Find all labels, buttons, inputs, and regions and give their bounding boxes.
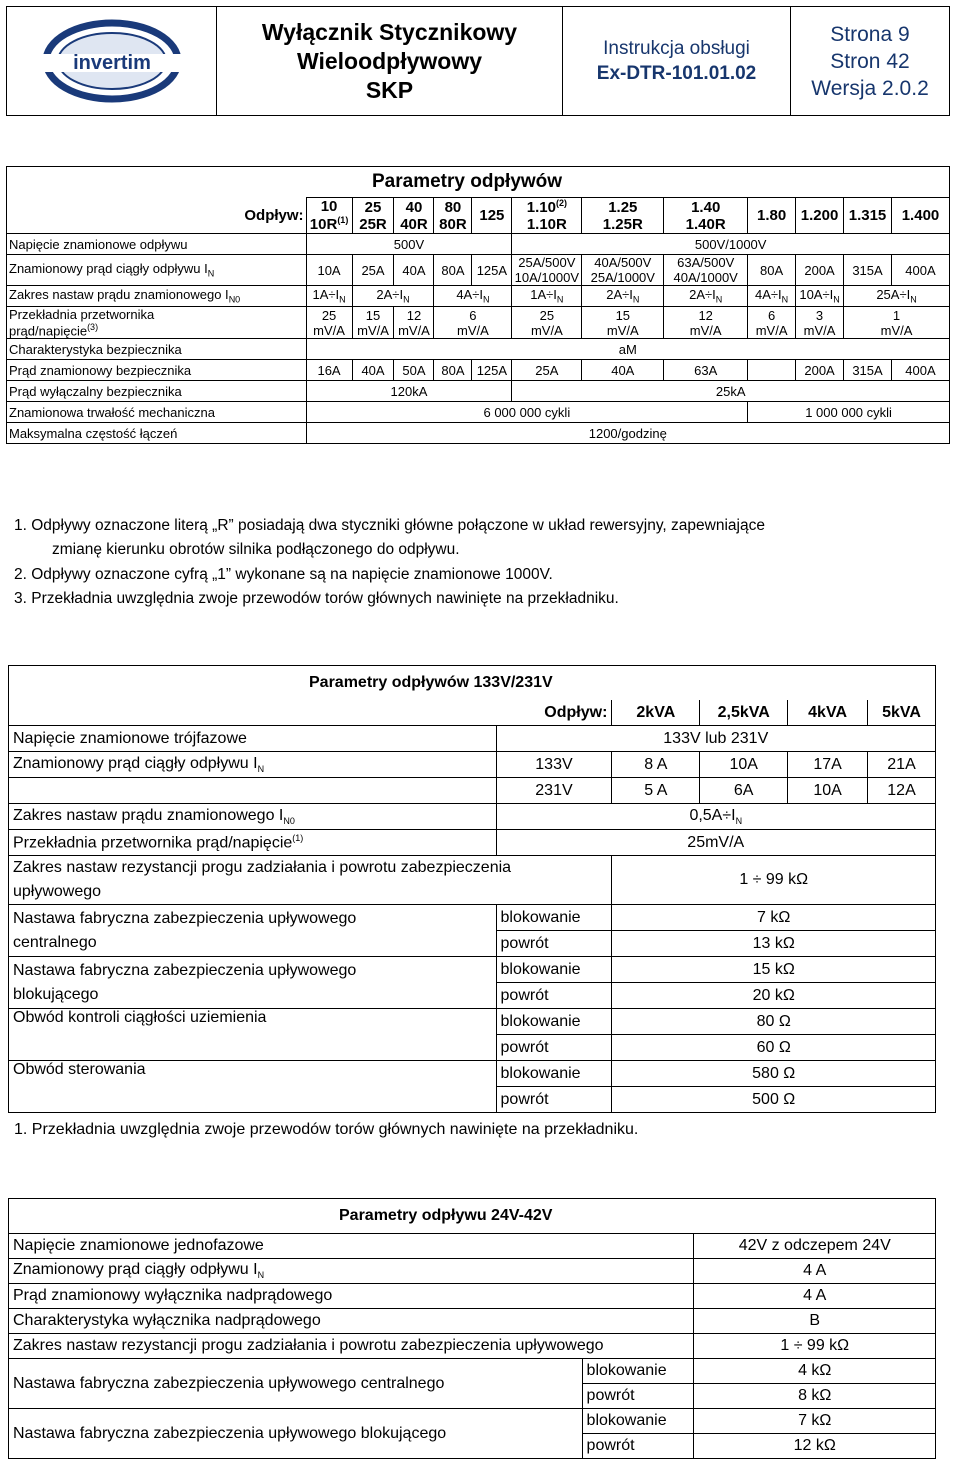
note-table2: 1. Przekładnia uwzględnia zwoje przewodów torów głównych nawinięte na przekładniku. <box>14 1121 639 1138</box>
row-label: Prąd znamionowy wyłącznika nadprądowego <box>9 1284 694 1309</box>
cell: aM <box>306 339 949 360</box>
cell: 10A <box>306 255 352 286</box>
row-current <box>7 255 950 286</box>
col-head: 2,5kVA <box>700 700 788 726</box>
page-count: Stron 42 <box>830 49 910 73</box>
cell: 25 mV/A <box>512 307 582 339</box>
cell: 15 mV/A <box>352 307 394 339</box>
row-label: Zakres nastaw prądu znamionowego $I_{N0}$ <box>9 804 497 830</box>
doc-title-line3: SKP <box>365 76 414 103</box>
cell: 12 mV/A <box>664 307 748 339</box>
cell: 200A <box>796 255 844 286</box>
cell: 400A <box>891 360 949 381</box>
cell: 5 A <box>612 778 700 804</box>
cell: blokowanie <box>496 1009 612 1035</box>
cell: 12 kΩ <box>694 1434 936 1459</box>
outlet-params-table <box>6 166 950 444</box>
doc-title-line2: Wieloodpływowy <box>296 47 483 74</box>
title-cell <box>217 7 563 115</box>
cell: 6 mV/A <box>434 307 512 339</box>
col-head: 80 80R <box>434 198 472 234</box>
cell: 4 kΩ <box>694 1359 936 1384</box>
cell: $25A\div I_N$ <box>844 286 950 307</box>
page-header <box>6 6 950 116</box>
cell: 580 Ω <box>612 1061 936 1087</box>
cell: $2A\div I_N$ <box>664 286 748 307</box>
row-label: Charakterystyka wyłącznika nadprądowego <box>9 1309 694 1334</box>
col-head: 40 40R <box>394 198 434 234</box>
row-label: Zakres nastaw rezystancji progu zadziałania i powrotu zabezpieczenia upływowego <box>9 1334 694 1359</box>
logo-cell <box>7 7 217 115</box>
col-head: 1.10$^{(2)}$ 1.10R <box>512 198 582 234</box>
cell: 1200/godzinę <box>306 423 949 444</box>
row-voltage <box>7 234 950 255</box>
row-label: Napięcie znamionowe jednofazowe <box>9 1234 694 1259</box>
cell: 1 ÷ 99 kΩ <box>694 1334 936 1359</box>
cell: 7 kΩ <box>694 1409 936 1434</box>
col-head: 1.200 <box>796 198 844 234</box>
row-label: Obwód sterowania <box>9 1061 497 1113</box>
cell <box>9 778 497 804</box>
row-label: Zakres nastaw rezystancji progu zadziałania i powrotu zabezpieczenia upływowego <box>9 856 612 905</box>
cell: $10A\div I_N$ <box>796 286 844 307</box>
cell: $1A\div I_N$ <box>512 286 582 307</box>
cell: 6 000 000 cykli <box>306 402 748 423</box>
table3-title: Parametry odpływu 24V-42V <box>9 1199 936 1234</box>
row-label: Znamionowy prąd ciągły odpływu $I_N$ <box>9 752 497 778</box>
col-head: 1.25 1.25R <box>582 198 664 234</box>
cell: 25A <box>352 255 394 286</box>
cell: 1 000 000 cykli <box>748 402 950 423</box>
col-head: 25 25R <box>352 198 394 234</box>
cell: 133V <box>496 752 612 778</box>
col-head: 1.400 <box>891 198 949 234</box>
table1-title: Parametry odpływów <box>7 167 950 198</box>
col-head: 5kVA <box>868 700 936 726</box>
cell: blokowanie <box>496 905 612 931</box>
cell: 40A/500V 25A/1000V <box>582 255 664 286</box>
cell: 20 kΩ <box>612 983 936 1009</box>
cell: 21A <box>868 752 936 778</box>
cell: 15 kΩ <box>612 957 936 983</box>
row-breaking <box>7 381 950 402</box>
col-head: 1.80 <box>748 198 796 234</box>
cell: 10A <box>788 778 868 804</box>
cell: 7 kΩ <box>612 905 936 931</box>
cell: 4 A <box>694 1284 936 1309</box>
cell: powrót <box>582 1384 694 1409</box>
cell: 63A/500V 40A/1000V <box>664 255 748 286</box>
cell: powrót <box>496 931 612 957</box>
cell: 12A <box>868 778 936 804</box>
row-ratio <box>7 307 950 339</box>
cell <box>748 360 796 381</box>
cell: 80 Ω <box>612 1009 936 1035</box>
cell: 6 mV/A <box>748 307 796 339</box>
cell: 42V z odczepem 24V <box>694 1234 936 1259</box>
cell: 80A <box>434 255 472 286</box>
note-2: 2. Odpływy oznaczone cyfrą „1” wykonane są na napięcie znamionowe 1000V. <box>14 566 553 583</box>
cell: 15 mV/A <box>582 307 664 339</box>
cell: 12 mV/A <box>394 307 434 339</box>
cell: 125A <box>472 360 512 381</box>
odplyw-label: Odpływ: <box>9 700 612 726</box>
cell: powrót <box>496 1035 612 1061</box>
cell: 8 A <box>612 752 700 778</box>
cell: 1 ÷ 99 kΩ <box>612 856 936 905</box>
cell: 500 Ω <box>612 1087 936 1113</box>
cell: powrót <box>496 983 612 1009</box>
col-head: 1.40 1.40R <box>664 198 748 234</box>
cell: 1 mV/A <box>844 307 950 339</box>
row-label: Znamionowy prąd ciągły odpływu $I_N$ <box>7 255 307 286</box>
cell: 10A <box>700 752 788 778</box>
cell: 25 mV/A <box>306 307 352 339</box>
row-fuse <box>7 360 950 381</box>
row-label: Napięcie znamionowe trójfazowe <box>9 726 497 752</box>
row-label: Zakres nastaw prądu znamionowego $I_{N0}$ <box>7 286 307 307</box>
version: Wersja 2.0.2 <box>811 76 929 100</box>
cell: B <box>694 1309 936 1334</box>
cell: powrót <box>496 1087 612 1113</box>
page-number: Strona 9 <box>830 22 910 46</box>
cell: blokowanie <box>496 957 612 983</box>
row-range <box>7 286 950 307</box>
note-3: 3. Przekładnia uwzględnia zwoje przewodów torów głównych nawinięte na przekładniku. <box>14 590 619 607</box>
cell: 80A <box>434 360 472 381</box>
cell: 17A <box>788 752 868 778</box>
cell: 13 kΩ <box>612 931 936 957</box>
doc-code: Ex-DTR-101.01.02 <box>596 63 757 84</box>
cell: 80A <box>748 255 796 286</box>
instr-label: Instrukcja obsługi <box>603 38 750 59</box>
row-label: Nastawa fabryczna zabezpieczenia upływowego blokującego <box>9 1409 583 1459</box>
cell: 231V <box>496 778 612 804</box>
cell: $2A\div I_N$ <box>352 286 434 307</box>
row-label: Maksymalna częstość łączeń <box>7 423 307 444</box>
row-label: Nastawa fabryczna zabezpieczenia upływowego centralnego <box>9 905 497 957</box>
row-mechanical <box>7 402 950 423</box>
cell: 3 mV/A <box>796 307 844 339</box>
cell: $4A\div I_N$ <box>434 286 512 307</box>
cell: 133V lub 231V <box>496 726 935 752</box>
instruction-cell <box>563 7 791 115</box>
col-head: 4kVA <box>788 700 868 726</box>
row-label: Przekładnia przetwornika prąd/napięcie$^{(3)}$ <box>7 307 307 339</box>
cell: 400A <box>891 255 949 286</box>
cell: blokowanie <box>582 1359 694 1384</box>
row-label: Charakterystyka bezpiecznika <box>7 339 307 360</box>
cell: 25A/500V 10A/1000V <box>512 255 582 286</box>
note-1: 1. Odpływy oznaczone literą „R” posiadają dwa styczniki główne połączone w układ rewersyjny, zapewniające <box>14 517 765 534</box>
cell: 16A <box>306 360 352 381</box>
cell: 50A <box>394 360 434 381</box>
row-label: Prąd znamionowy bezpiecznika <box>7 360 307 381</box>
cell: 8 kΩ <box>694 1384 936 1409</box>
row-label: Przekładnia przetwornika prąd/napięcie$^{(1)}$ <box>9 830 497 856</box>
row-characteristic <box>7 339 950 360</box>
row-frequency <box>7 423 950 444</box>
cell: 6A <box>700 778 788 804</box>
note-1-cont: zmianę kierunku obrotów silnika podłączonego do odpływu. <box>52 541 460 558</box>
params-133-231-table <box>8 665 936 1113</box>
cell: 63A <box>664 360 748 381</box>
cell: 315A <box>844 360 892 381</box>
cell: $1A\div I_N$ <box>306 286 352 307</box>
cell: 4 A <box>694 1259 936 1284</box>
col-head: 2kVA <box>612 700 700 726</box>
cell: $0,5A\div I_N$ <box>496 804 935 830</box>
row-label: Obwód kontroli ciągłości uziemienia <box>9 1009 497 1061</box>
cell: blokowanie <box>496 1061 612 1087</box>
page-info-cell <box>791 7 949 115</box>
cell: 500V <box>306 234 512 255</box>
col-head: 125 <box>472 198 512 234</box>
col-head: 10 $10R^{(1)}$ <box>306 198 352 234</box>
cell: 120kA <box>306 381 512 402</box>
table2-title: Parametry odpływów 133V/231V <box>9 666 936 701</box>
cell: $4A\div I_N$ <box>748 286 796 307</box>
cell: 40A <box>352 360 394 381</box>
cell: blokowanie <box>582 1409 694 1434</box>
params-24-42-table <box>8 1198 936 1459</box>
cell: 40A <box>394 255 434 286</box>
cell: powrót <box>582 1434 694 1459</box>
cell: 25A <box>512 360 582 381</box>
cell: 25mV/A <box>496 830 935 856</box>
logo-text: invertim <box>72 52 151 74</box>
cell: 40A <box>582 360 664 381</box>
row-label: Napięcie znamionowe odpływu <box>7 234 307 255</box>
cell: 500V/1000V <box>512 234 950 255</box>
cell: 125A <box>472 255 512 286</box>
row-label: Prąd wyłączalny bezpiecznika <box>7 381 307 402</box>
row-label: Nastawa fabryczna zabezpieczenia upływowego blokującego <box>9 957 497 1009</box>
col-head: 1.315 <box>844 198 892 234</box>
odplyw-label: Odpływ: <box>7 198 307 234</box>
row-label: Znamionowa trwałość mechaniczna <box>7 402 307 423</box>
cell: 60 Ω <box>612 1035 936 1061</box>
cell: 315A <box>844 255 892 286</box>
cell: 25kA <box>512 381 950 402</box>
cell: 200A <box>796 360 844 381</box>
doc-title-line1: Wyłącznik Stycznikowy <box>261 18 518 45</box>
cell: $2A\div I_N$ <box>582 286 664 307</box>
invertim-logo <box>37 16 187 106</box>
row-label: Znamionowy prąd ciągły odpływu $I_N$ <box>9 1259 694 1284</box>
row-label: Nastawa fabryczna zabezpieczenia upływowego centralnego <box>9 1359 583 1409</box>
